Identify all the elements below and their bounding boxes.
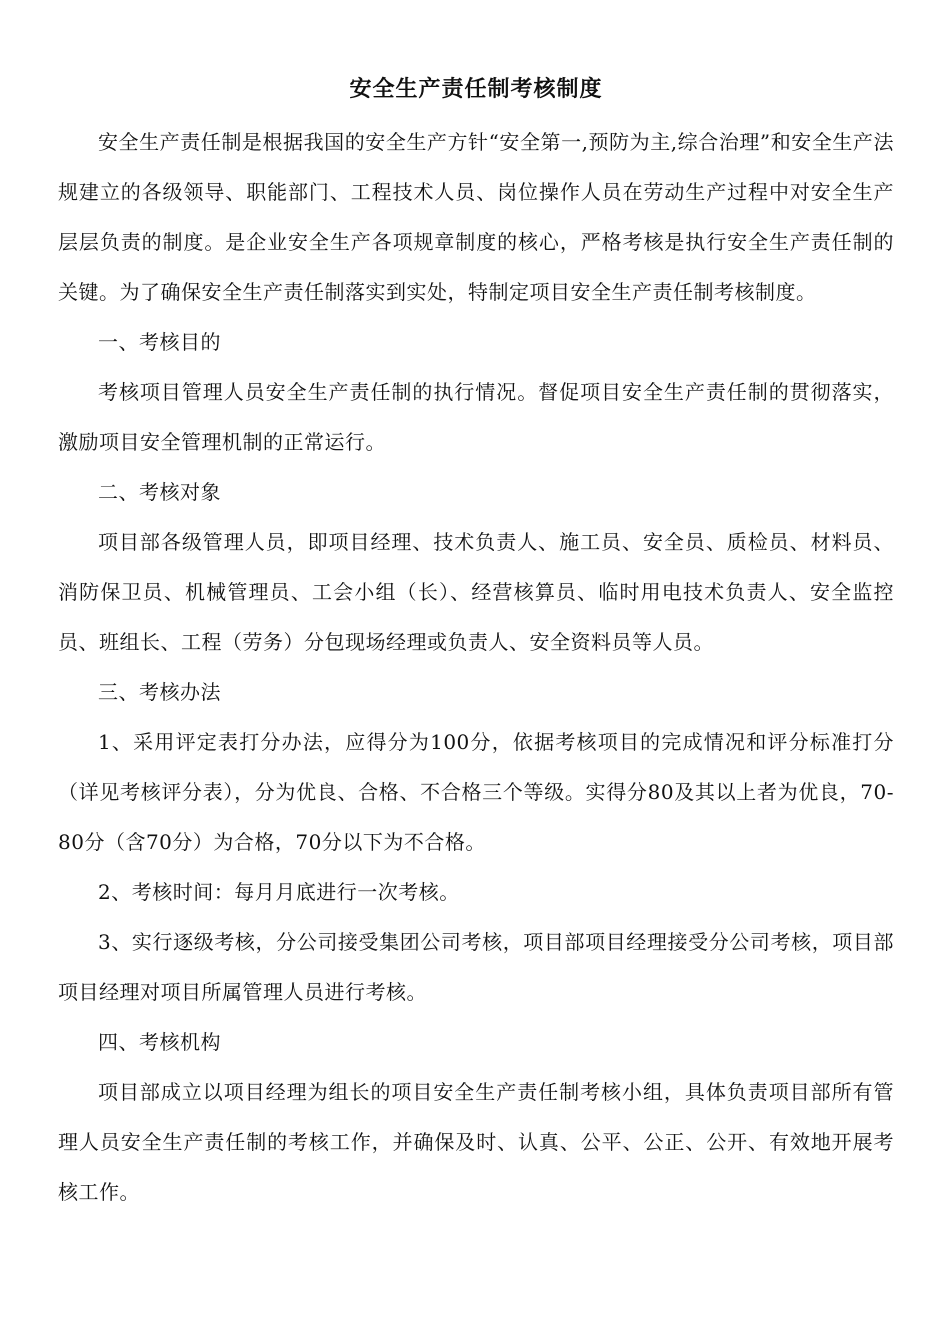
document-page [58, 70, 894, 1217]
section-purpose [58, 317, 894, 467]
section-organization [58, 1017, 894, 1217]
section-heading: 三、考核办法 [98, 680, 221, 704]
section-paragraph: 3、实行逐级考核，分公司接受集团公司考核，项目部项目经理接受分公司考核，项目部项目经理对项目所属管理人员进行考核。 [58, 930, 894, 1004]
section-paragraph: 项目部成立以项目经理为组长的项目安全生产责任制考核小组，具体负责项目部所有管理人员安全生产责任制的考核工作，并确保及时、认真、公平、公正、公开、有效地开展考核工作。 [58, 1080, 894, 1204]
section-targets [58, 467, 894, 667]
section-heading: 四、考核机构 [98, 1030, 221, 1054]
intro-paragraph: 安全生产责任制是根据我国的安全生产方针“安全第一,预防为主,综合治理”和安全生产法规建立的各级领导、职能部门、工程技术人员、岗位操作人员在劳动生产过程中对安全生产层层负责的制度。是企业安全生产各项规章制度的核心，严格考核是执行安全生产责任制的关键。为了确保安全生产责任制落实到实处，特制定项目安全生产责任制考核制度。 [58, 130, 894, 304]
section-paragraph: 项目部各级管理人员，即项目经理、技术负责人、施工员、安全员、质检员、材料员、消防保卫员、机械管理员、工会小组（长）、经营核算员、临时用电技术负责人、安全监控员、班组长、工程（劳务）分包现场经理或负责人、安全资料员等人员。 [58, 530, 894, 654]
section-methods [58, 667, 894, 1017]
section-heading: 二、考核对象 [98, 480, 221, 504]
section-heading: 一、考核目的 [98, 330, 221, 354]
section-paragraph: 1、采用评定表打分办法，应得分为100分，依据考核项目的完成情况和评分标准打分（详见考核评分表），分为优良、合格、不合格三个等级。实得分80及其以上者为优良，70-80分（含70分）为合格，70分以下为不合格。 [58, 730, 894, 854]
document-title: 安全生产责任制考核制度 [349, 77, 603, 102]
section-paragraph: 考核项目管理人员安全生产责任制的执行情况。督促项目安全生产责任制的贯彻落实，激励项目安全管理机制的正常运行。 [58, 380, 894, 454]
section-paragraph: 2、考核时间：每月月底进行一次考核。 [98, 880, 460, 904]
